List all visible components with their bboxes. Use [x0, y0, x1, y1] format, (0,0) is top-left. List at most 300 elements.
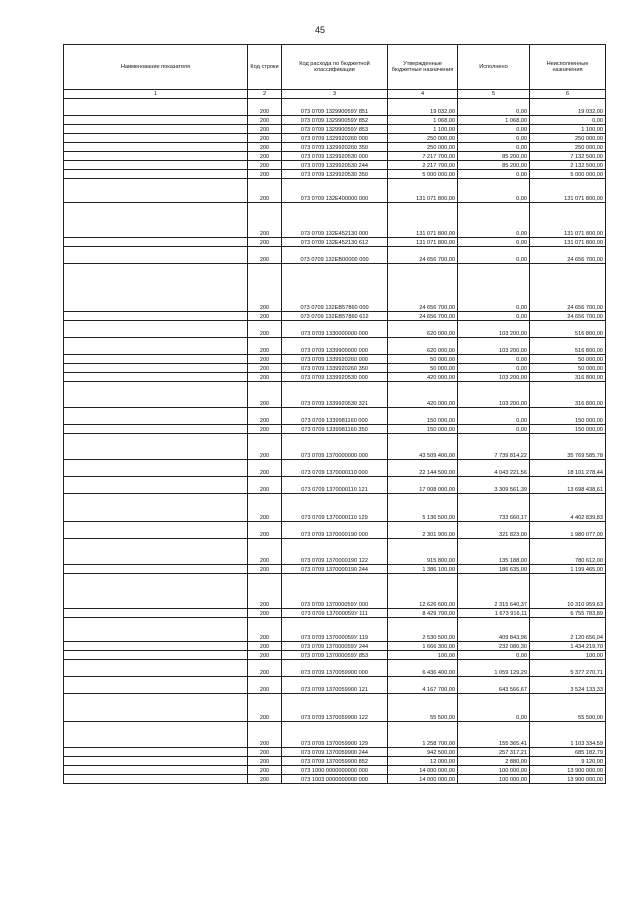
budget-classification-code-cell: 073 0709 1339920530 321: [282, 382, 388, 408]
indicator-name-cell: [64, 609, 248, 618]
approved-amount-cell: 915 800,00: [388, 539, 458, 565]
line-code-cell: 200: [248, 125, 282, 134]
line-code-cell: 200: [248, 238, 282, 247]
line-code-cell: 200: [248, 494, 282, 522]
line-code-cell: 200: [248, 757, 282, 766]
header-line-code: Код строки: [248, 45, 282, 90]
budget-execution-table: [63, 44, 606, 784]
unexecuted-amount-cell: 7 132 500,00: [530, 152, 606, 161]
approved-amount-cell: 2 301 900,00: [388, 522, 458, 539]
approved-amount-cell: 55 500,00: [388, 694, 458, 722]
header-indicator-name: Наименование показателя: [64, 45, 248, 90]
unexecuted-amount-cell: 3 524 133,33: [530, 677, 606, 694]
indicator-name-cell: [64, 642, 248, 651]
executed-amount-cell: 135 188,00: [458, 539, 530, 565]
table-row: [64, 574, 606, 609]
budget-classification-code-cell: 073 0709 132E400000 000: [282, 179, 388, 203]
indicator-name-cell: [64, 312, 248, 321]
table-row: [64, 642, 606, 651]
indicator-name-cell: [64, 247, 248, 264]
approved-amount-cell: 131 071 800,00: [388, 203, 458, 238]
approved-amount-cell: 43 509 400,00: [388, 434, 458, 460]
line-code-cell: 200: [248, 766, 282, 775]
indicator-name-cell: [64, 170, 248, 179]
line-code-cell: 200: [248, 460, 282, 477]
budget-classification-code-cell: 073 0709 1329920530 350: [282, 170, 388, 179]
column-number: 2: [248, 90, 282, 99]
unexecuted-amount-cell: 4 402 839,83: [530, 494, 606, 522]
unexecuted-amount-cell: 55 500,00: [530, 694, 606, 722]
approved-amount-cell: 2 217 700,00: [388, 161, 458, 170]
budget-classification-code-cell: 073 0709 1370000190 244: [282, 565, 388, 574]
table-row: [64, 494, 606, 522]
line-code-cell: 200: [248, 116, 282, 125]
approved-amount-cell: 4 167 700,00: [388, 677, 458, 694]
budget-classification-code-cell: 073 0709 1370000110 000: [282, 460, 388, 477]
indicator-name-cell: [64, 574, 248, 609]
executed-amount-cell: 409 843,96: [458, 618, 530, 642]
executed-amount-cell: 0,00: [458, 125, 530, 134]
table-row: [64, 539, 606, 565]
unexecuted-amount-cell: 13 900 000,00: [530, 766, 606, 775]
indicator-name-cell: [64, 338, 248, 355]
table-row: [64, 179, 606, 203]
header-budget-classification-code: Код расхода по бюджетной классификации: [282, 45, 388, 90]
executed-amount-cell: 2 315 640,37: [458, 574, 530, 609]
unexecuted-amount-cell: 24 656 700,00: [530, 247, 606, 264]
indicator-name-cell: [64, 722, 248, 748]
budget-classification-code-cell: 073 0709 1339981160 000: [282, 408, 388, 425]
unexecuted-amount-cell: 780 612,00: [530, 539, 606, 565]
approved-amount-cell: 17 008 000,00: [388, 477, 458, 494]
line-code-cell: 200: [248, 522, 282, 539]
budget-classification-code-cell: 073 0709 1370000190 122: [282, 539, 388, 565]
unexecuted-amount-cell: 250 000,00: [530, 134, 606, 143]
approved-amount-cell: 620 000,00: [388, 321, 458, 338]
table-row: [64, 660, 606, 677]
unexecuted-amount-cell: 24 656 700,00: [530, 312, 606, 321]
approved-amount-cell: 620 000,00: [388, 338, 458, 355]
budget-classification-code-cell: 073 0709 1370000110 129: [282, 494, 388, 522]
budget-classification-code-cell: 073 0709 1370000110 121: [282, 477, 388, 494]
indicator-name-cell: [64, 677, 248, 694]
table-row: [64, 152, 606, 161]
table-row: [64, 161, 606, 170]
line-code-cell: 200: [248, 677, 282, 694]
budget-classification-code-cell: 073 0709 1339920260 350: [282, 364, 388, 373]
approved-amount-cell: 420 000,00: [388, 382, 458, 408]
unexecuted-amount-cell: 685 182,79: [530, 748, 606, 757]
approved-amount-cell: 50 000,00: [388, 364, 458, 373]
line-code-cell: 200: [248, 434, 282, 460]
table-row: [64, 125, 606, 134]
header-approved-assignments: Утвержденные бюджетные назначения: [388, 45, 458, 90]
table-body: [64, 99, 606, 784]
unexecuted-amount-cell: 316 800,00: [530, 382, 606, 408]
executed-amount-cell: 733 660,17: [458, 494, 530, 522]
unexecuted-amount-cell: 13 900 000,00: [530, 775, 606, 784]
executed-amount-cell: 0,00: [458, 694, 530, 722]
approved-amount-cell: 14 000 000,00: [388, 775, 458, 784]
indicator-name-cell: [64, 434, 248, 460]
indicator-name-cell: [64, 99, 248, 116]
unexecuted-amount-cell: 100,00: [530, 651, 606, 660]
budget-classification-code-cell: 073 0709 1370059900 852: [282, 757, 388, 766]
header-unexecuted-assignments: Неисполненные назначения: [530, 45, 606, 90]
executed-amount-cell: 0,00: [458, 408, 530, 425]
approved-amount-cell: 6 436 400,00: [388, 660, 458, 677]
table-row: [64, 618, 606, 642]
table-row: [64, 748, 606, 757]
unexecuted-amount-cell: 1 100,00: [530, 125, 606, 134]
table-row: [64, 170, 606, 179]
line-code-cell: 200: [248, 161, 282, 170]
table-row: [64, 651, 606, 660]
indicator-name-cell: [64, 373, 248, 382]
table-row: [64, 522, 606, 539]
column-number: 1: [64, 90, 248, 99]
line-code-cell: 200: [248, 247, 282, 264]
budget-classification-code-cell: 073 0709 137000059У 244: [282, 642, 388, 651]
indicator-name-cell: [64, 143, 248, 152]
approved-amount-cell: 250 000,00: [388, 143, 458, 152]
budget-classification-code-cell: 073 0709 132E452130 000: [282, 203, 388, 238]
budget-classification-code-cell: 073 1000 0000000000 000: [282, 766, 388, 775]
budget-classification-code-cell: 073 0709 132990059У 851: [282, 99, 388, 116]
column-number-row: [64, 90, 606, 99]
budget-classification-code-cell: 073 0709 1370059900 122: [282, 694, 388, 722]
budget-classification-code-cell: 073 0709 1339981160 350: [282, 425, 388, 434]
executed-amount-cell: 0,00: [458, 134, 530, 143]
budget-classification-code-cell: 073 0709 1339920260 000: [282, 355, 388, 364]
indicator-name-cell: [64, 364, 248, 373]
table-row: [64, 694, 606, 722]
budget-classification-code-cell: 073 0709 132EB00000 000: [282, 247, 388, 264]
executed-amount-cell: 1 068,00: [458, 116, 530, 125]
line-code-cell: 200: [248, 775, 282, 784]
page-number: 45: [314, 25, 325, 35]
approved-amount-cell: 131 071 800,00: [388, 179, 458, 203]
budget-classification-code-cell: 073 0709 132EB57860 612: [282, 312, 388, 321]
table-row: [64, 203, 606, 238]
indicator-name-cell: [64, 238, 248, 247]
column-number: 4: [388, 90, 458, 99]
executed-amount-cell: 0,00: [458, 312, 530, 321]
table-row: [64, 434, 606, 460]
budget-classification-code-cell: 073 0709 132990059У 852: [282, 116, 388, 125]
indicator-name-cell: [64, 321, 248, 338]
executed-amount-cell: 100 000,00: [458, 775, 530, 784]
executed-amount-cell: 321 823,00: [458, 522, 530, 539]
line-code-cell: 200: [248, 373, 282, 382]
line-code-cell: 200: [248, 264, 282, 312]
approved-amount-cell: 942 500,00: [388, 748, 458, 757]
executed-amount-cell: 0,00: [458, 179, 530, 203]
budget-classification-code-cell: 073 0709 1370059900 000: [282, 660, 388, 677]
indicator-name-cell: [64, 565, 248, 574]
approved-amount-cell: 1 666 300,00: [388, 642, 458, 651]
executed-amount-cell: 7 739 814,22: [458, 434, 530, 460]
table-row: [64, 565, 606, 574]
indicator-name-cell: [64, 425, 248, 434]
line-code-cell: 200: [248, 660, 282, 677]
executed-amount-cell: 257 317,21: [458, 748, 530, 757]
executed-amount-cell: 0,00: [458, 425, 530, 434]
unexecuted-amount-cell: 19 032,00: [530, 99, 606, 116]
indicator-name-cell: [64, 766, 248, 775]
budget-classification-code-cell: 073 0709 132E452130 612: [282, 238, 388, 247]
indicator-name-cell: [64, 408, 248, 425]
table-row: [64, 425, 606, 434]
indicator-name-cell: [64, 694, 248, 722]
approved-amount-cell: 100,00: [388, 651, 458, 660]
executed-amount-cell: 0,00: [458, 170, 530, 179]
executed-amount-cell: 0,00: [458, 264, 530, 312]
budget-classification-code-cell: 073 1003 0000000000 000: [282, 775, 388, 784]
executed-amount-cell: 2 880,00: [458, 757, 530, 766]
approved-amount-cell: 7 217 700,00: [388, 152, 458, 161]
budget-classification-code-cell: 073 0709 1370059900 129: [282, 722, 388, 748]
budget-classification-code-cell: 073 0709 137000059У 119: [282, 618, 388, 642]
budget-classification-code-cell: 073 0709 1370000000 000: [282, 434, 388, 460]
line-code-cell: 200: [248, 134, 282, 143]
executed-amount-cell: 232 080,30: [458, 642, 530, 651]
approved-amount-cell: 150 000,00: [388, 408, 458, 425]
approved-amount-cell: 150 000,00: [388, 425, 458, 434]
line-code-cell: 200: [248, 609, 282, 618]
table-row: [64, 99, 606, 116]
line-code-cell: 200: [248, 321, 282, 338]
budget-classification-code-cell: 073 0709 1339900000 000: [282, 338, 388, 355]
executed-amount-cell: 0,00: [458, 99, 530, 116]
indicator-name-cell: [64, 161, 248, 170]
line-code-cell: 200: [248, 618, 282, 642]
executed-amount-cell: 0,00: [458, 143, 530, 152]
unexecuted-amount-cell: 1 434 219,70: [530, 642, 606, 651]
indicator-name-cell: [64, 748, 248, 757]
line-code-cell: 200: [248, 722, 282, 748]
executed-amount-cell: 0,00: [458, 364, 530, 373]
unexecuted-amount-cell: 18 101 278,44: [530, 460, 606, 477]
indicator-name-cell: [64, 116, 248, 125]
executed-amount-cell: 103 200,00: [458, 382, 530, 408]
approved-amount-cell: 24 656 700,00: [388, 264, 458, 312]
line-code-cell: 200: [248, 574, 282, 609]
table-row: [64, 134, 606, 143]
approved-amount-cell: 1 100,00: [388, 125, 458, 134]
indicator-name-cell: [64, 775, 248, 784]
approved-amount-cell: 1 258 700,00: [388, 722, 458, 748]
executed-amount-cell: 0,00: [458, 238, 530, 247]
budget-classification-code-cell: 073 0709 1329920260 000: [282, 134, 388, 143]
table-row: [64, 116, 606, 125]
executed-amount-cell: 103 200,00: [458, 321, 530, 338]
indicator-name-cell: [64, 651, 248, 660]
unexecuted-amount-cell: 50 000,00: [530, 355, 606, 364]
executed-amount-cell: 85 200,00: [458, 152, 530, 161]
indicator-name-cell: [64, 477, 248, 494]
executed-amount-cell: 103 200,00: [458, 338, 530, 355]
indicator-name-cell: [64, 134, 248, 143]
unexecuted-amount-cell: 5 377 270,71: [530, 660, 606, 677]
budget-classification-code-cell: 073 0709 1370059900 244: [282, 748, 388, 757]
column-number: 5: [458, 90, 530, 99]
table-row: [64, 238, 606, 247]
unexecuted-amount-cell: 2 132 500,00: [530, 161, 606, 170]
line-code-cell: 200: [248, 170, 282, 179]
unexecuted-amount-cell: 131 071 800,00: [530, 179, 606, 203]
indicator-name-cell: [64, 460, 248, 477]
line-code-cell: 200: [248, 152, 282, 161]
line-code-cell: 200: [248, 642, 282, 651]
unexecuted-amount-cell: 2 120 656,04: [530, 618, 606, 642]
unexecuted-amount-cell: 50 000,00: [530, 364, 606, 373]
unexecuted-amount-cell: 516 800,00: [530, 321, 606, 338]
table-row: [64, 408, 606, 425]
table-row: [64, 757, 606, 766]
unexecuted-amount-cell: 250 000,00: [530, 143, 606, 152]
header-row: [64, 45, 606, 90]
executed-amount-cell: 0,00: [458, 247, 530, 264]
table-row: [64, 722, 606, 748]
unexecuted-amount-cell: 150 000,00: [530, 408, 606, 425]
unexecuted-amount-cell: 10 310 959,63: [530, 574, 606, 609]
budget-classification-code-cell: 073 0709 1330000000 000: [282, 321, 388, 338]
unexecuted-amount-cell: 150 000,00: [530, 425, 606, 434]
approved-amount-cell: 420 000,00: [388, 373, 458, 382]
indicator-name-cell: [64, 203, 248, 238]
table-row: [64, 382, 606, 408]
indicator-name-cell: [64, 539, 248, 565]
table-row: [64, 364, 606, 373]
budget-classification-code-cell: 073 0709 137000059У 111: [282, 609, 388, 618]
budget-classification-code-cell: 073 0709 1370059900 121: [282, 677, 388, 694]
executed-amount-cell: 3 309 561,39: [458, 477, 530, 494]
approved-amount-cell: 131 071 800,00: [388, 238, 458, 247]
approved-amount-cell: 2 530 500,00: [388, 618, 458, 642]
executed-amount-cell: 4 043 221,56: [458, 460, 530, 477]
table-row: [64, 143, 606, 152]
table-row: [64, 321, 606, 338]
unexecuted-amount-cell: 131 071 800,00: [530, 238, 606, 247]
approved-amount-cell: 5 000 000,00: [388, 170, 458, 179]
unexecuted-amount-cell: 24 656 700,00: [530, 264, 606, 312]
executed-amount-cell: 0,00: [458, 355, 530, 364]
line-code-cell: 200: [248, 364, 282, 373]
line-code-cell: 200: [248, 425, 282, 434]
line-code-cell: 200: [248, 179, 282, 203]
unexecuted-amount-cell: 516 800,00: [530, 338, 606, 355]
table-row: [64, 460, 606, 477]
indicator-name-cell: [64, 125, 248, 134]
indicator-name-cell: [64, 618, 248, 642]
approved-amount-cell: 14 000 000,00: [388, 766, 458, 775]
executed-amount-cell: 85 200,00: [458, 161, 530, 170]
budget-classification-code-cell: 073 0709 1329920260 350: [282, 143, 388, 152]
executed-amount-cell: 643 566,67: [458, 677, 530, 694]
approved-amount-cell: 24 656 700,00: [388, 247, 458, 264]
unexecuted-amount-cell: 13 698 438,61: [530, 477, 606, 494]
budget-classification-code-cell: 073 0709 137000059У 853: [282, 651, 388, 660]
approved-amount-cell: 24 656 700,00: [388, 312, 458, 321]
approved-amount-cell: 250 000,00: [388, 134, 458, 143]
table-row: [64, 247, 606, 264]
approved-amount-cell: 22 144 500,00: [388, 460, 458, 477]
budget-classification-code-cell: 073 0709 1370000190 000: [282, 522, 388, 539]
line-code-cell: 200: [248, 748, 282, 757]
approved-amount-cell: 5 136 500,00: [388, 494, 458, 522]
line-code-cell: 200: [248, 565, 282, 574]
line-code-cell: 200: [248, 312, 282, 321]
approved-amount-cell: 8 429 700,00: [388, 609, 458, 618]
line-code-cell: 200: [248, 203, 282, 238]
unexecuted-amount-cell: 9 120,00: [530, 757, 606, 766]
line-code-cell: 200: [248, 355, 282, 364]
indicator-name-cell: [64, 757, 248, 766]
table-row: [64, 355, 606, 364]
header-executed: Исполнено: [458, 45, 530, 90]
line-code-cell: 200: [248, 408, 282, 425]
unexecuted-amount-cell: 1 199 465,00: [530, 565, 606, 574]
indicator-name-cell: [64, 382, 248, 408]
executed-amount-cell: 1 059 129,29: [458, 660, 530, 677]
table-row: [64, 677, 606, 694]
indicator-name-cell: [64, 522, 248, 539]
indicator-name-cell: [64, 264, 248, 312]
approved-amount-cell: 1 386 100,00: [388, 565, 458, 574]
executed-amount-cell: 0,00: [458, 203, 530, 238]
unexecuted-amount-cell: 0,00: [530, 116, 606, 125]
table-row: [64, 477, 606, 494]
budget-classification-code-cell: 073 0709 137000059У 000: [282, 574, 388, 609]
budget-classification-code-cell: 073 0709 1329920530 000: [282, 152, 388, 161]
approved-amount-cell: 12 000,00: [388, 757, 458, 766]
budget-classification-code-cell: 073 0709 132EB57860 000: [282, 264, 388, 312]
column-number: 6: [530, 90, 606, 99]
executed-amount-cell: 155 365,41: [458, 722, 530, 748]
executed-amount-cell: 100 000,00: [458, 766, 530, 775]
executed-amount-cell: 186 635,00: [458, 565, 530, 574]
unexecuted-amount-cell: 316 800,00: [530, 373, 606, 382]
line-code-cell: 200: [248, 651, 282, 660]
executed-amount-cell: 103 200,00: [458, 373, 530, 382]
table-row: [64, 338, 606, 355]
unexecuted-amount-cell: 131 071 800,00: [530, 203, 606, 238]
line-code-cell: 200: [248, 143, 282, 152]
executed-amount-cell: 0,00: [458, 651, 530, 660]
table-row: [64, 609, 606, 618]
approved-amount-cell: 12 626 600,00: [388, 574, 458, 609]
line-code-cell: 200: [248, 694, 282, 722]
line-code-cell: 200: [248, 539, 282, 565]
table-row: [64, 264, 606, 312]
approved-amount-cell: 19 032,00: [388, 99, 458, 116]
approved-amount-cell: 1 068,00: [388, 116, 458, 125]
budget-classification-code-cell: 073 0709 1339920530 000: [282, 373, 388, 382]
unexecuted-amount-cell: 1 980 077,00: [530, 522, 606, 539]
executed-amount-cell: 1 673 916,11: [458, 609, 530, 618]
line-code-cell: 200: [248, 382, 282, 408]
indicator-name-cell: [64, 355, 248, 364]
indicator-name-cell: [64, 660, 248, 677]
approved-amount-cell: 50 000,00: [388, 355, 458, 364]
table-row: [64, 312, 606, 321]
unexecuted-amount-cell: 1 103 334,59: [530, 722, 606, 748]
unexecuted-amount-cell: 35 769 585,78: [530, 434, 606, 460]
column-number: 3: [282, 90, 388, 99]
table-row: [64, 775, 606, 784]
line-code-cell: 200: [248, 99, 282, 116]
